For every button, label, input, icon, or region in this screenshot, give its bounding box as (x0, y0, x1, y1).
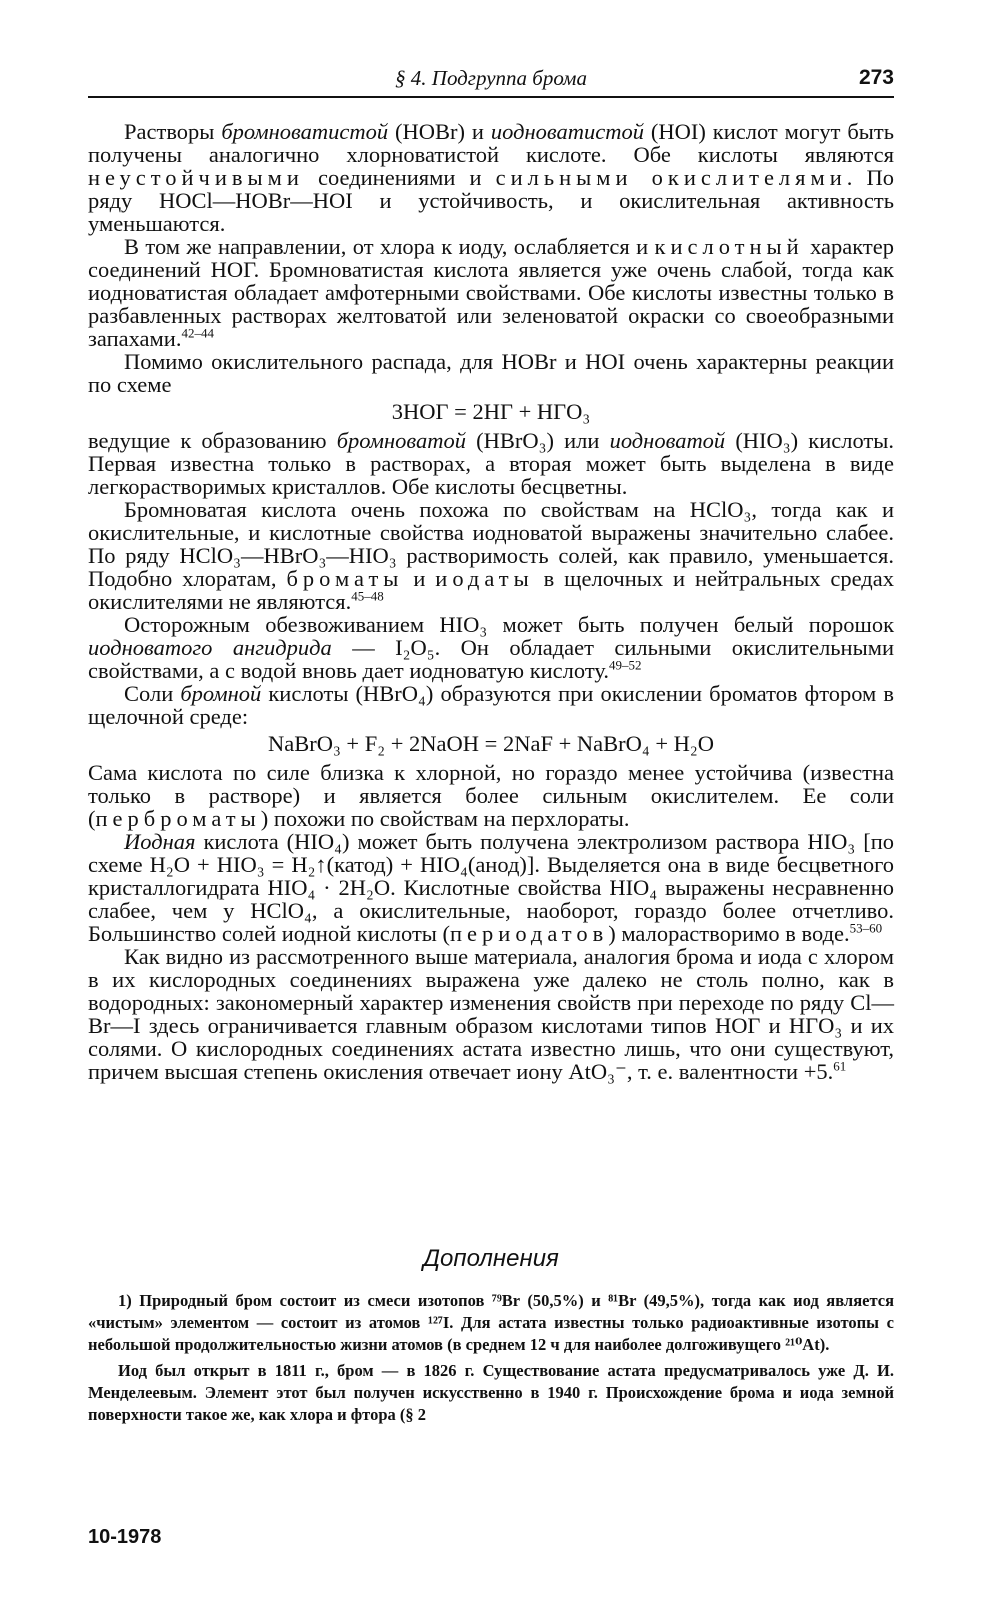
paragraph-6 (88, 613, 894, 682)
text: и (403, 566, 436, 591)
spaced-emphasis: кислотный (654, 234, 804, 259)
term: иодноватой (609, 428, 726, 453)
text: Помимо окислительного распада, для HOBr и HOI очень характерны реакции по схеме (88, 349, 894, 397)
header-title: § 4. Подгруппа брома (395, 66, 587, 90)
term: бромноватистой (221, 119, 389, 144)
text: Как видно из рассмотренного выше материала, аналогия брома и иода с хлором в их кислородных соединениях выражена уже далеко не столь полно, как в водородных: закономерный характер изменения свойств при переходе по ряду Cl—Br—I здесь ограничивается главным образом кислотами типов НОГ и НГO₃ и их солями. О кислородных соединениях астата известно лишь, что они существуют, причем высшая степень окисления отвечает иону AtO₃⁻, т. е. валентности +5. (88, 944, 894, 1084)
text: ) похожи по свойствам на перхлораты. (260, 806, 630, 831)
spaced-emphasis: перброматы (95, 806, 261, 831)
text: кислота (HIO₄) может быть получена электролизом раствора HIO₃ [по схеме H₂O + HIO₃ = H₂↑(катод) + HIO₄(анод)]. Выделяется она в виде бесцветного кристаллогидрата HIO₄ · 2H₂O. Кислотные свойства HIO₄ выражены несравненно слабее, чем у HClO₄, а окислительные, наоборот, гораздо более отчетливо. Большинство солей иодной кислоты ( (88, 829, 894, 946)
text: — I₂O₅. Он обладает сильными окислительными свойствами, а с водой вновь дает иодноватую кислоту. (88, 635, 894, 683)
text: кислоты (HBrO₄) образуются при окислении броматов фтором в щелочной среде: (88, 681, 894, 729)
text: . По ряду HOCl—HOBr—HOI и устойчивость, и окислительная активность уменьшаются. (88, 165, 894, 236)
paragraph-2 (88, 235, 894, 350)
paragraph-9 (88, 830, 894, 945)
text: (HBrO₃) или (466, 428, 610, 453)
spaced-emphasis: неустойчивыми (88, 165, 304, 190)
text: В том же направлении, от хлора к иоду, ослабляется и (124, 234, 655, 259)
printer-signature: 10-1978 (88, 1526, 162, 1548)
spaced-emphasis: броматы (286, 566, 404, 591)
main-text (88, 120, 894, 1083)
text: ) малорастворимо в воде. (608, 921, 850, 946)
paragraph-3 (88, 350, 894, 396)
equation-1: 3НОГ = 2НГ + НГO₃ (391, 399, 591, 424)
paragraph-4 (88, 429, 894, 498)
notes-section (88, 1290, 894, 1430)
paragraph-8 (88, 761, 894, 830)
text: в щелочных и нейтральных средах окислителями не являются. (88, 566, 894, 614)
text: характер соединений НОГ. Бромноватистая кислота является уже очень слабой, тогда как иодноватистая обладает амфотерными свойствами. Обе кислоты известны только в разбавленных растворах желтоватой или зеленоватой окраски со своеобразными запахами. (88, 234, 894, 351)
text: ведущие к образованию (88, 428, 337, 453)
term: иодноватого ангидрида (88, 635, 332, 660)
spaced-emphasis: иодаты (435, 566, 534, 591)
term: бромной (180, 681, 262, 706)
reference: 53–60 (849, 920, 883, 936)
paragraph-1 (88, 120, 894, 235)
text: Бромноватая кислота очень похожа по свойствам на HClO₃, тогда как и окислительные, и кислотные свойства иодноватой выражены значительно слабее. По ряду HClO₃—HBrO₃—HIO₃ растворимость солей, как правило, уменьшается. Подобно хлоратам, (88, 497, 894, 591)
text: (HOI) кислот могут быть получены аналогично хлорноватистой кислоте. Обе кислоты являются (88, 119, 894, 167)
paragraph-10 (88, 945, 894, 1083)
text: Растворы (124, 119, 222, 144)
equation-2: NaBrO₃ + F₂ + 2NaOH = 2NaF + NaBrO₄ + H₂O (267, 731, 715, 756)
running-header (88, 62, 894, 98)
note-2: Иод был открыт в 1811 г., бром — в 1826 г. Существование астата предусматривалось уже Д. И. Менделеевым. Элемент этот был получен искусственно в 1940 г. Происхождение брома и иода земной поверхности такое же, как хлора и фтора (§ 2 (88, 1361, 894, 1424)
note-1: 1) Природный бром состоит из смеси изотопов ⁷⁹Br (50,5%) и ⁸¹Br (49,5%), тогда как иод является «чистым» элементом — состоит из атомов ¹²⁷I. Для астата известны только радиоактивные изотопы с небольшой продолжительностью жизни атомов (в среднем 12 ч для наиболее долгоживущего ²¹⁰At). (88, 1291, 894, 1354)
text: соединениями и (303, 165, 496, 190)
section-title: Дополнения (423, 1245, 559, 1272)
reference: 45–48 (351, 588, 384, 604)
spaced-emphasis: периодатов (450, 921, 609, 946)
spaced-emphasis: сильными окислителями (495, 165, 847, 190)
reference: 49–52 (609, 657, 642, 673)
text: Сама кислота по силе близка к хлорной, но гораздо менее устойчива (известна только в растворе) и является более сильным окислителем. Ее соли ( (88, 760, 894, 831)
text: (HOBr) и (388, 119, 491, 144)
reference: 42–44 (181, 325, 214, 341)
term: бромноватой (336, 428, 467, 453)
term: Иодная (124, 829, 196, 854)
reference: 61 (833, 1058, 847, 1074)
text: Соли (124, 681, 181, 706)
term: иодноватистой (490, 119, 644, 144)
paragraph-5 (88, 498, 894, 613)
paragraph-7 (88, 682, 894, 728)
text: (HIO₃) кислоты. Первая известна только в растворах, а вторая может быть выделена в виде легкорастворимых кристаллов. Обе кислоты бесцветны. (88, 428, 894, 499)
page-number: 273 (858, 66, 894, 89)
text: Осторожным обезвоживанием HIO₃ может быть получен белый порошок (124, 612, 894, 637)
